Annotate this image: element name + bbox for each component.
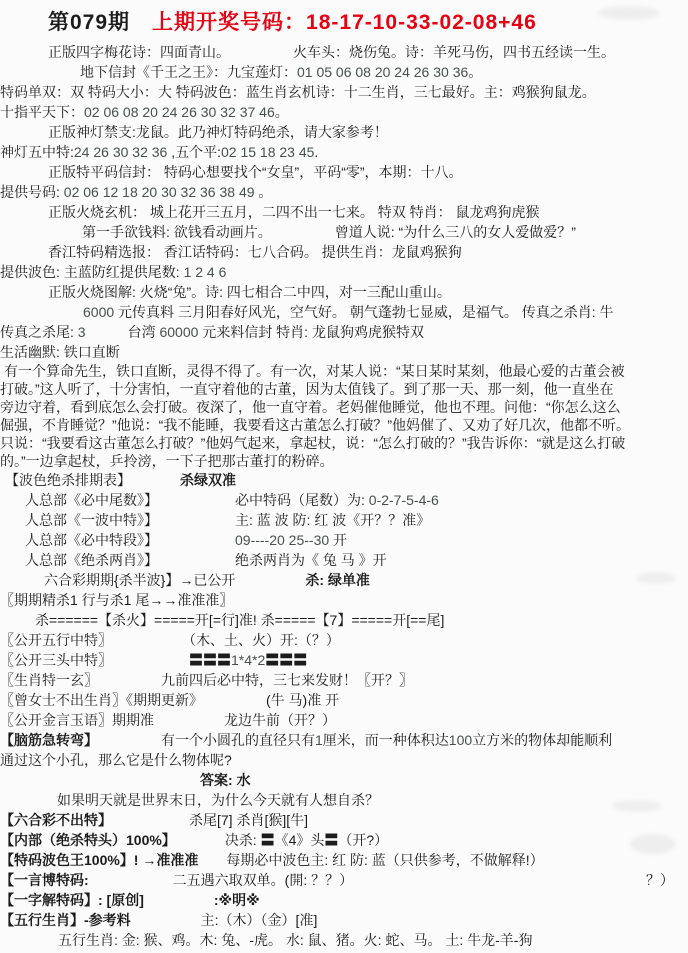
text-run: 【内部（绝杀特头）100%】 [0, 832, 169, 848]
text-run: 〓〓〓 [189, 652, 231, 668]
text-run: 地下信封《千王之王》：九宝莲灯： [80, 64, 297, 80]
text-run: 必中特码（尾数）为: [235, 492, 369, 508]
text-run: 〖公开三头中特〗 [0, 652, 105, 668]
text-run: 【五行生肖】-参考料 [0, 912, 131, 928]
three-heads-line [0, 650, 688, 670]
text-run [105, 652, 189, 668]
text-run: 【一字解特码】: [原创] [0, 892, 144, 908]
text-run: 台湾 [85, 324, 160, 340]
text-run: 特码单双：双 特码大小：大 特码波色：蓝生肖玄机诗：十二生肖，三七最好。主：鸡猴狗鼠龙。 [0, 84, 596, 100]
text-run: 如果明天就是世界末日，为什么今天就有人想自杀？ [57, 792, 379, 808]
fax-tail-line [0, 322, 688, 342]
brain-teaser-line-2 [0, 750, 688, 770]
text-run: 正版神灯禁支:龙鼠。此乃神灯特码绝杀，请大家参考！ [48, 124, 388, 140]
text-run: 龙边牛前（开？） [224, 712, 336, 728]
text-run: 正版火烧玄机： 城上花开三五月，二四不出一七来。 特双 特肖： 鼠龙鸡狗虎猴 [48, 204, 540, 220]
ten-fingers-numbers: 02 06 08 20 24 26 30 32 37 46 [84, 104, 275, 120]
text-run: 人总部《绝杀两肖》】 [25, 552, 151, 568]
provided-numbers: 02 06 12 18 20 30 32 36 38 49 [63, 184, 255, 200]
text-run: 生活幽默: 铁口直断 [0, 344, 120, 360]
text-run [154, 712, 224, 728]
scan-artifact [598, 6, 660, 20]
text-run [235, 572, 305, 588]
text-run: 【特码波色王100%】! →准准准 [0, 852, 199, 868]
text-run: （开?） [338, 832, 389, 848]
text-run [151, 552, 235, 568]
five-elements-line [0, 630, 688, 650]
text-run: 通过这个小孔，那么它是什么物体呢? [0, 752, 232, 768]
text-run [91, 732, 161, 748]
fax-6000-line [0, 302, 688, 322]
text-run: 十指平天下： [0, 104, 84, 120]
special-code-attrs-line [0, 82, 688, 102]
text-run: 开 [333, 532, 348, 548]
text-run: 【一言博特码: [0, 872, 89, 888]
issue-number: 第079期 [48, 11, 131, 34]
scan-artifact [612, 800, 662, 812]
text-run: 〓 [260, 832, 275, 848]
lamp-five-numbers: 24 26 30 32 36 [73, 144, 168, 160]
golden-words-line [0, 710, 688, 730]
no-special-line [0, 810, 688, 830]
text-run: 香江特码精选报： 香江话特码：七八合码。 提供生肖：龙鼠鸡猴狗 [48, 244, 462, 260]
text-run [265, 224, 335, 240]
text-run: 火车头：烧伤兔。诗：羊死马伤，四书五经读一生。 [293, 44, 615, 60]
one-char-solve-line [0, 890, 688, 910]
text-run: 《4》头 [274, 832, 325, 848]
ten-fingers-line [0, 102, 688, 122]
text-run: 杀尾[7] 杀肖[猴][牛] [189, 812, 309, 828]
text-run: 曾道人说: “为什么三八的女人爱做爱？” [334, 224, 576, 240]
text-run [124, 472, 180, 488]
text-run: 主: 蓝 波 防: 红 波《开？？准》 [235, 512, 431, 528]
text-run [151, 512, 235, 528]
story-line [0, 452, 688, 470]
text-run [89, 872, 173, 888]
text-run: 的。”一边拿起杖，乒拎滂，一下子把那古董打的粉碎。 [0, 453, 334, 469]
story-line [0, 398, 688, 416]
text-run: 人总部《必中特段》】 [25, 532, 151, 548]
text-run [91, 672, 161, 688]
text-run [130, 11, 152, 34]
hq-tail-line [0, 490, 688, 510]
kill-table-header-line [0, 470, 688, 490]
text-run: 人总部《一波中特》】 [25, 512, 151, 528]
text-run: 有一个小圆孔的直径只有 [161, 732, 315, 748]
text-run: 提供波色: 主蓝防红提供尾数: [0, 264, 184, 280]
text-run: 。 [254, 184, 273, 200]
text-run: 〖公开金言玉语〗期期准 [0, 712, 154, 728]
stray-mark: ？） [646, 872, 674, 888]
text-run: (牛 马)准 开 [266, 692, 340, 708]
hq-segment-line [0, 530, 688, 550]
text-run: 〖公开五行中特〗 [0, 632, 105, 648]
one-char-answer: :※明※ [213, 892, 260, 908]
text-run: 决杀: [224, 832, 261, 848]
text-run: 【波色绝杀排期表】 [5, 472, 124, 488]
provided-numbers-line [0, 182, 688, 202]
text-run: 打破。”这人听了，十分害怕，一直守着他的古董，因为太值钱了。到了那一天、那一刻，他一直坐在 [0, 381, 614, 397]
doomsday-joke-line [0, 790, 688, 810]
kill-equals-line [0, 610, 688, 630]
text-run: 九前四后必中特，三七来发财！〖开？〗 [161, 672, 413, 688]
kill-green-single: 杀: 绿单准 [305, 572, 370, 588]
text-run: 〖曾女士不出生肖〗《期期更新》 [0, 692, 196, 708]
text-run: 【脑筋急转弯】 [0, 732, 91, 748]
text-run [169, 832, 225, 848]
lamp-five-line [0, 142, 688, 162]
text-run [151, 532, 235, 548]
text-run [223, 44, 293, 60]
text-run: 杀======【杀火】=====开[=行]准! 杀=====【7】=====开[==尾] [35, 612, 445, 628]
text-run: 〓 [324, 832, 339, 848]
text-run [144, 892, 214, 908]
story-line [0, 434, 688, 452]
text-run: 【六合彩不出特】 [0, 812, 105, 828]
story-line [0, 362, 688, 380]
wave-color-king-line [0, 850, 688, 870]
text-run: 旁边守着，看到底怎么会打破。夜深了，他一直守着。老妈催他睡觉，他也不理。问他：“你怎么这么 [0, 399, 621, 415]
text-run: 二五遇六取双单。(開: ？？） [172, 872, 354, 888]
text-run: 只说：“我要看这古董怎么打破？”他妈气起来，拿起杖，说：“怎么打破的？”我告诉你：“就是这么打破 [0, 435, 626, 451]
lamp-ban-line [0, 122, 688, 142]
text-run: 60000 [159, 324, 203, 340]
internal-kill-head-line [0, 830, 688, 850]
underground-letter-line [0, 62, 688, 82]
xiangjiang-report-line [0, 242, 688, 262]
three-heads-value: 1*4*2 [231, 652, 266, 668]
text-run: 元传真料 三月阳春好风光，空气好。 朝气蓬勃七显威，是福气。 传真之杀肖: 牛 [118, 304, 614, 320]
text-run: （木、土、火）开:（？） [189, 632, 340, 648]
madam-zeng-line [0, 690, 688, 710]
letter-hint-line [0, 162, 688, 182]
text-run: 绝杀两肖为《 兔 马 》开 [235, 552, 387, 568]
text-run: 〖期期精杀1 行与杀1 尾→→准准准〗 [0, 592, 234, 608]
text-run: 神灯五中特: [0, 144, 74, 160]
precise-kill-header-line [0, 590, 688, 610]
text-run: 6000 [83, 304, 119, 320]
first-hand-line [0, 222, 688, 242]
text-run: 〖生肖特一玄〗 [0, 672, 91, 688]
text-run: 人总部《必中尾数》】 [25, 492, 151, 508]
scan-artifact [630, 834, 676, 854]
issue-header [0, 6, 688, 40]
story-line [0, 380, 688, 398]
text-run: 提供号码: [0, 184, 64, 200]
text-run: 五行生肖: 金: 猴、鸡。木: 兔、-虎。 水: 鼠、猪。火: 蛇、马。 土: 牛龙-羊-狗 [58, 932, 533, 948]
fire-diagram-line [0, 282, 688, 302]
humor-title-line [0, 342, 688, 362]
zodiac-mystery-line [0, 670, 688, 690]
text-run: 。 [274, 104, 289, 120]
riddle-answer-line [0, 770, 688, 790]
text-run: 正版特平码信封： 特码心想要找个“女皇”，平码“零”，本期：十八。 [48, 164, 463, 180]
segment-range: 09----20 25--30 [235, 532, 334, 548]
plum-poem-line [0, 42, 688, 62]
must-hit-tails: 0-2-7-5-4-6 [368, 492, 439, 508]
text-run: 倔强，不肯睡觉？”他说：“我不能睡，我要看这古董怎么打破？”他妈催了、又劝了好几次，他都不听。 [0, 417, 630, 433]
text-run: 〓〓〓 [265, 652, 308, 668]
text-run [105, 632, 189, 648]
kill-green-label: 杀绿双准 [180, 472, 236, 488]
story-line [0, 416, 688, 434]
text-run: 1 [315, 732, 323, 748]
lantern-numbers: 01 05 06 08 20 24 26 30 36 [297, 64, 469, 80]
half-wave-line [0, 570, 688, 590]
text-run: 。 [468, 64, 483, 80]
text-run: 六合彩期期{杀半波}】→已公开 [44, 572, 236, 588]
riddle-answer: 答案: 水 [200, 772, 251, 788]
hq-two-zodiac-line [0, 550, 688, 570]
text-run: 有一个算命先生，铁口直断，灵得不得了。有一次，对某人说：“某日某时某刻，他最心爱的古董会被 [4, 363, 625, 379]
last-draw-numbers: 上期开奖号码：18-17-10-33-02-08+46 [152, 11, 537, 34]
text-run: . [314, 144, 319, 160]
kill-tail-number: 3 [77, 324, 86, 340]
lamp-flat-numbers: 02 15 18 23 45 [220, 144, 315, 160]
text-run [198, 852, 226, 868]
wave-color-line [0, 262, 688, 282]
text-run [131, 912, 201, 928]
text-run: ,五个平: [167, 144, 221, 160]
fire-mystery-line [0, 202, 688, 222]
text-run [105, 812, 189, 828]
scan-artifact [636, 572, 676, 584]
text-run [196, 692, 266, 708]
text-run: 正版四字梅花诗：四面青山。 [48, 44, 223, 60]
text-run: 元来料信封 特肖: 龙鼠狗鸡虎猴特双 [202, 324, 424, 340]
scan-artifact [560, 736, 594, 746]
text-run: 100 [448, 732, 473, 748]
text-run: 传真之杀尾: [0, 324, 78, 340]
tail-numbers: 1 2 4 6 [183, 264, 227, 280]
text-run: 正版火烧图解: 火烧“兔”。诗: 四七相合二中四，对一三配山重山。 [48, 284, 451, 300]
text-run [151, 492, 235, 508]
text-run: 主:（木）（金）[准] [200, 912, 318, 928]
one-word-bet-line [0, 870, 688, 890]
five-element-zodiac-detail-line [0, 930, 688, 950]
text-run: 立方米的物体却能顺利 [472, 732, 613, 748]
text-run: 每期必中波色主: 红 防: 蓝（只供参考，不做解释!） [226, 852, 544, 868]
text-run: 厘米，而一种体积达 [322, 732, 449, 748]
hq-wave-line [0, 510, 688, 530]
text-run: 第一手欲钱料: 欲钱看动画片。 [82, 224, 265, 240]
five-element-zodiac-header-line [0, 910, 688, 930]
